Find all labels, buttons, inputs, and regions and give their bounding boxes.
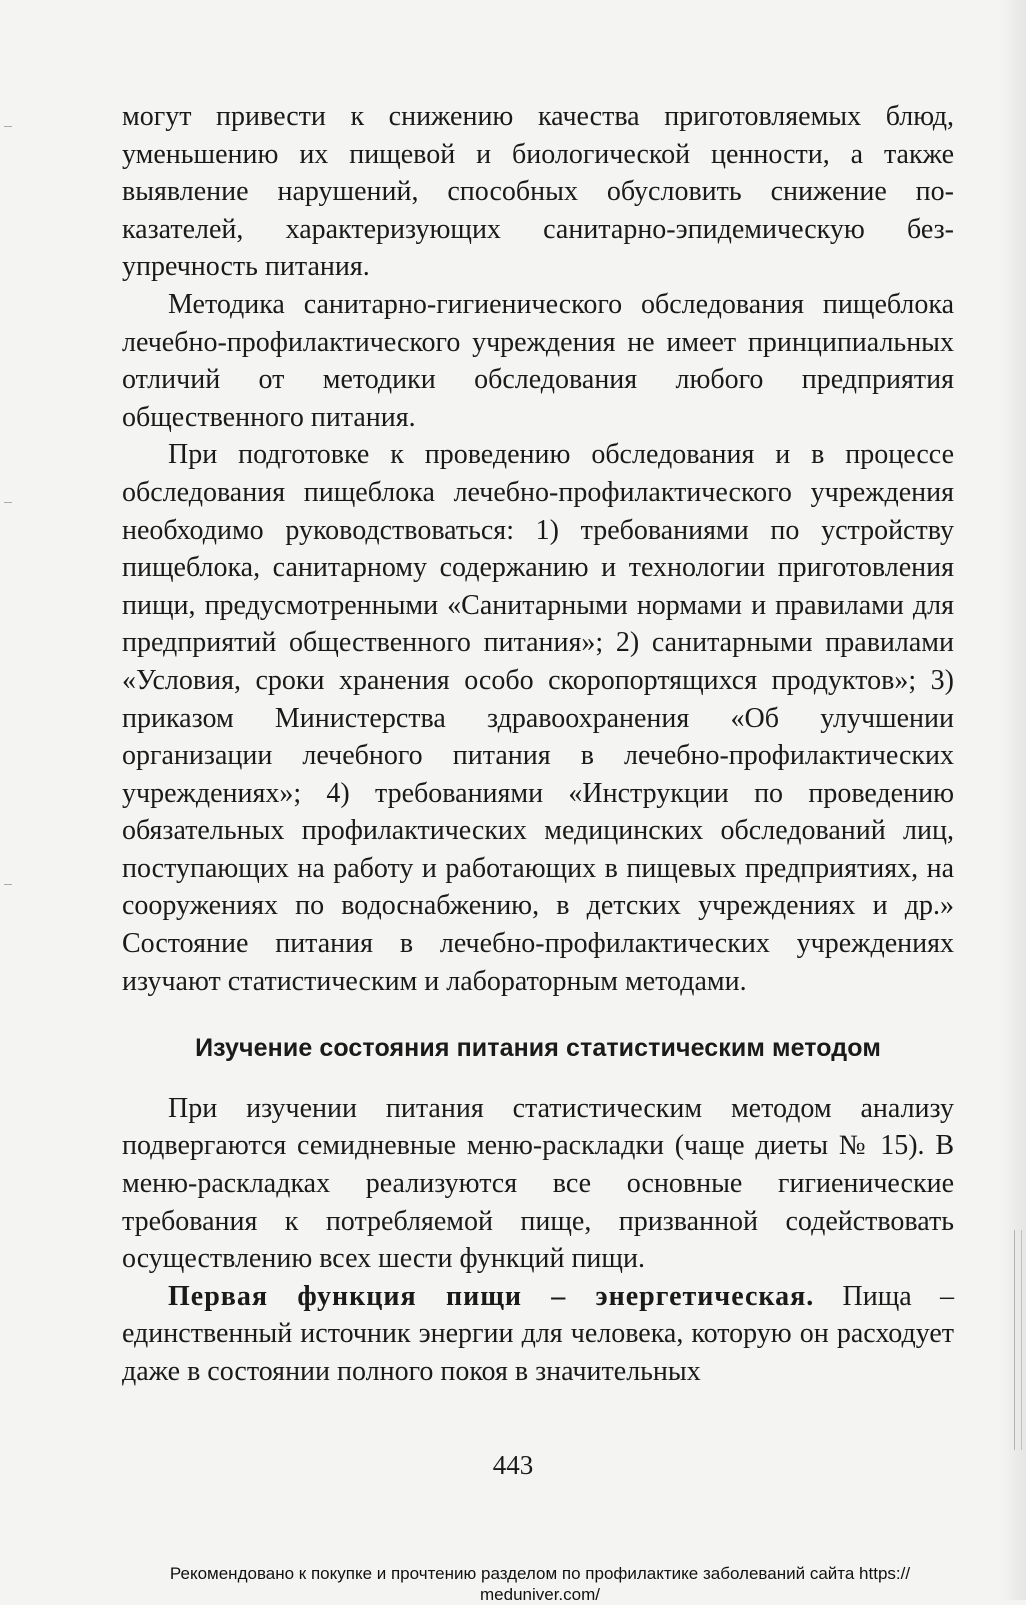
paragraph-5-lead: Первая функция пищи – энергетическая.	[168, 1280, 815, 1312]
margin-mark	[4, 126, 12, 127]
page-number: 443	[492, 1450, 534, 1480]
page-body-text	[122, 98, 954, 1391]
paragraph-4: При изучении питания статистическим методом анализу подвергаются семидневные меню-раскладки (чаще диеты № 15). В меню-раскладках реализуются все основные гигиенические требования к потребляемой пище, призванной содействовать осуществлению всех шести функций пищи.	[122, 1092, 954, 1275]
margin-mark	[4, 884, 12, 885]
page-edge-shadow	[1000, 0, 1026, 1600]
footer-note	[90, 1563, 990, 1605]
section-heading: Изучение состояния питания статистическим методом	[195, 1034, 881, 1063]
paragraph-3: При подготовке к проведению обследования и в процессе обследования пищеблока лечебно-профилактического учреждения необходимо руководствоваться: 1) требованиями по устройству пищеблока, санитарному содержанию и технологии приготовления пищи, предусмотренными «Санитарными нормами и правилами для предприятий общественного питания»; 2) санитарными правилами «Условия, сроки хранения особо скоропортящихся продуктов»; 3) приказом Министерства здравоохранения «Об улучшении организации лечебного питания в лечебно-профилактических учреждениях»; 4) требованиями «Инструкции по проведению обязательных профилактических медицинских обследований лиц, поступающих на работу и работающих в пищевых предприятиях, на сооружениях по водоснабжению, в детских учреждениях и др.» Состояние питания в лечебно-профилактических учреждениях изучают статистическим и лабораторным методами.	[122, 439, 954, 997]
footer-link[interactable]: meduniver.com/	[480, 1585, 600, 1604]
page-edge-lines	[1014, 1230, 1022, 1450]
paragraph-2: Методика санитарно-гигиенического обследования пищеблока лечебно-профилактического учреждения не имеет принципиальных отличий от методики обследования любого предприятия общественного питания.	[122, 288, 954, 433]
footer-text: Рекомендовано к покупке и прочтению разделом по профилактике заболеваний сайта https://	[169, 1564, 911, 1583]
paragraph-1: могут привести к снижению качества приготовляемых блюд, уменьшению их пищевой и биологической ценности, а также выявление нарушений, способных обусловить снижение показателей, характеризующих санитарно-эпидемическую безупречность питания.	[122, 101, 954, 283]
margin-mark	[4, 502, 12, 503]
paragraph-5-text: Пища – единственный источник энергии для человека, которую он расходует даже в состоянии полного покоя в значительных	[122, 1280, 954, 1387]
paragraph-5	[122, 1278, 954, 1391]
